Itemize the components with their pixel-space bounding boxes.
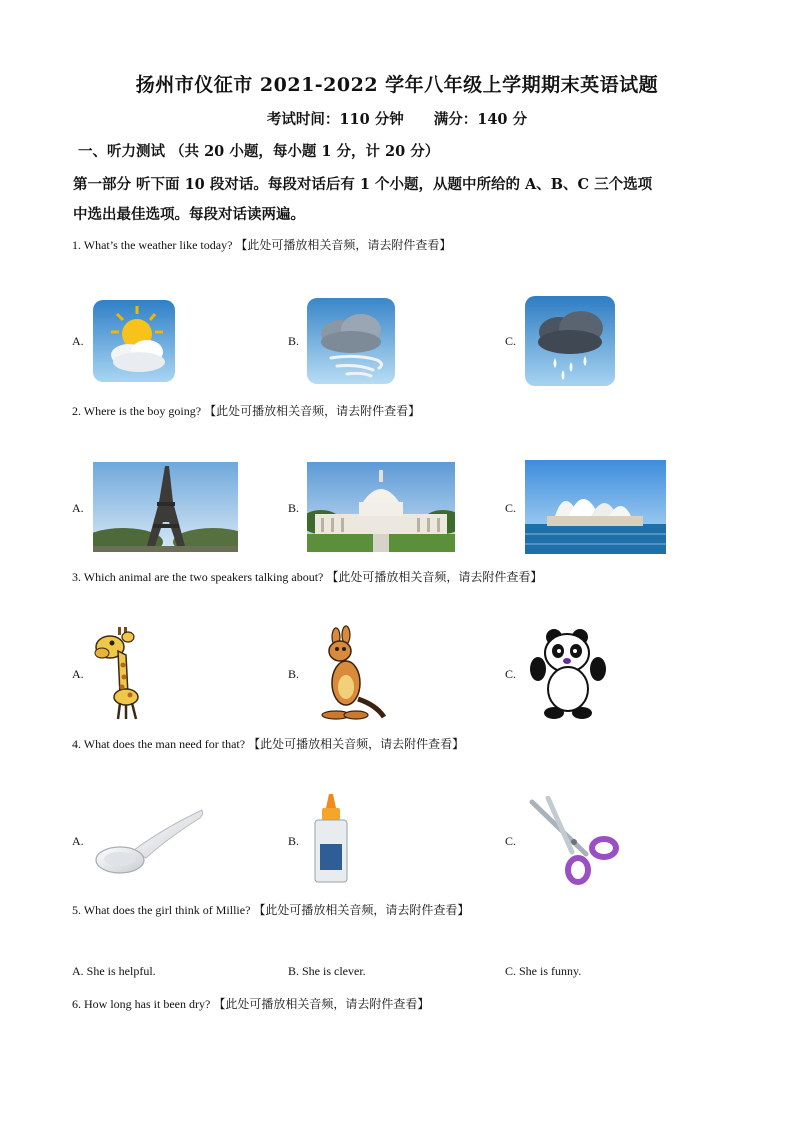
capitol-building-photo	[307, 462, 455, 552]
section-heading: 一、听力测试 （共 20 小题，每小题 1 分，计 20 分）	[78, 143, 440, 160]
option-b-label: B.	[288, 501, 300, 515]
question-3: 3. Which animal are the two speakers talking about? 【此处可播放相关音频，请去附件查看】	[72, 570, 543, 584]
option-a-label: A.	[72, 834, 84, 848]
option-b-text: B. She is clever.	[288, 964, 366, 978]
audio-note: 【此处可播放相关音频，请去附件查看】	[248, 737, 465, 751]
option-c-text: C. She is funny.	[505, 964, 582, 978]
question-6: 6. How long has it been dry? 【此处可播放相关音频，请去附件查看】	[72, 997, 430, 1011]
audio-note: 【此处可播放相关音频，请去附件查看】	[326, 570, 543, 584]
windy-cloud-icon	[307, 298, 395, 384]
option-a-label: A.	[72, 667, 84, 681]
question-2: 2. Where is the boy going? 【此处可播放相关音频，请去附件查看】	[72, 404, 421, 418]
page-title: 扬州市仪征市 2021-2022 学年八年级上学期期末英语试题	[135, 74, 659, 96]
sydney-opera-house-photo	[525, 460, 666, 554]
audio-note: 【此处可播放相关音频，请去附件查看】	[253, 903, 470, 917]
audio-note: 【此处可播放相关音频，请去附件查看】	[204, 404, 421, 418]
option-c-label: C.	[505, 501, 517, 515]
rainy-cloud-icon	[525, 296, 615, 386]
question-5: 5. What does the girl think of Millie? 【此处可播放相关音频，请去附件查看】	[72, 903, 470, 917]
instruction-line-1: 第一部分 听下面 10 段对话。每段对话后有 1 个小题，从题中所给的 A、B、C 三个选项	[73, 176, 653, 193]
option-a-text: A. She is helpful.	[72, 964, 156, 978]
spoon-icon	[94, 806, 206, 876]
option-c-label: C.	[505, 334, 517, 348]
question-4: 4. What does the man need for that? 【此处可播放相关音频，请去附件查看】	[72, 737, 465, 751]
exam-info	[0, 108, 794, 129]
option-c-label: C.	[505, 667, 517, 681]
part-instructions	[73, 170, 733, 230]
full-score: 满分：140 分	[433, 111, 528, 128]
giraffe-icon	[92, 625, 144, 721]
sunny-cloud-icon	[93, 300, 175, 382]
audio-note: 【此处可播放相关音频，请去附件查看】	[213, 997, 430, 1011]
option-b-label: B.	[288, 834, 300, 848]
option-a-label: A.	[72, 501, 84, 515]
option-a-label: A.	[72, 334, 84, 348]
audio-note: 【此处可播放相关音频，请去附件查看】	[235, 238, 452, 252]
exam-time: 考试时间：110 分钟	[266, 111, 404, 128]
kangaroo-icon	[310, 625, 388, 721]
eiffel-tower-photo	[93, 462, 238, 552]
question-1: 1. What’s the weather like today? 【此处可播放相关音频，请去附件查看】	[72, 238, 452, 252]
option-c-label: C.	[505, 834, 517, 848]
scissors-icon	[528, 796, 620, 886]
instruction-line-2: 中选出最佳选项。每段对话读两遍。	[73, 206, 305, 223]
option-b-label: B.	[288, 334, 300, 348]
glue-bottle-icon	[312, 794, 350, 884]
option-b-label: B.	[288, 667, 300, 681]
panda-icon	[528, 625, 608, 719]
